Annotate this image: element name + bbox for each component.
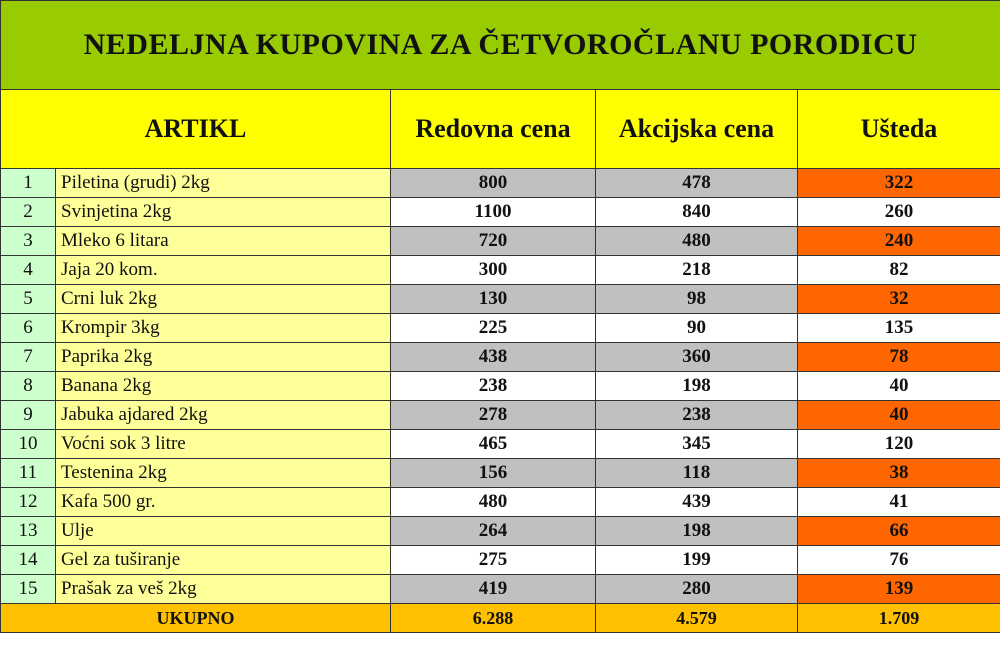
table-row (1, 314, 1000, 343)
regular-price: 465 (391, 430, 596, 459)
sale-price: 480 (596, 227, 798, 256)
item-name: Prašak za veš 2kg (56, 575, 391, 604)
total-label: UKUPNO (1, 604, 391, 633)
regular-price: 238 (391, 372, 596, 401)
row-number: 14 (1, 546, 56, 575)
title-row (1, 1, 1000, 90)
table-row (1, 198, 1000, 227)
table-row (1, 575, 1000, 604)
table-row (1, 546, 1000, 575)
row-number: 3 (1, 227, 56, 256)
item-name: Ulje (56, 517, 391, 546)
sale-price: 199 (596, 546, 798, 575)
total-sale: 4.579 (596, 604, 798, 633)
table-row (1, 343, 1000, 372)
saving: 139 (798, 575, 1000, 604)
regular-price: 720 (391, 227, 596, 256)
sale-price: 238 (596, 401, 798, 430)
header-akcijska-cena: Akcijska cena (596, 90, 798, 169)
regular-price: 800 (391, 169, 596, 198)
table-row (1, 227, 1000, 256)
regular-price: 1100 (391, 198, 596, 227)
regular-price: 278 (391, 401, 596, 430)
saving: 41 (798, 488, 1000, 517)
row-number: 4 (1, 256, 56, 285)
saving: 78 (798, 343, 1000, 372)
regular-price: 438 (391, 343, 596, 372)
table-row (1, 430, 1000, 459)
regular-price: 419 (391, 575, 596, 604)
regular-price: 130 (391, 285, 596, 314)
saving: 322 (798, 169, 1000, 198)
row-number: 7 (1, 343, 56, 372)
item-name: Mleko 6 litara (56, 227, 391, 256)
table-title: NEDELJNA KUPOVINA ZA ČETVOROČLANU PORODICU (1, 1, 1000, 90)
saving: 40 (798, 401, 1000, 430)
sale-price: 439 (596, 488, 798, 517)
item-name: Testenina 2kg (56, 459, 391, 488)
row-number: 2 (1, 198, 56, 227)
row-number: 11 (1, 459, 56, 488)
saving: 240 (798, 227, 1000, 256)
saving: 76 (798, 546, 1000, 575)
item-name: Piletina (grudi) 2kg (56, 169, 391, 198)
saving: 135 (798, 314, 1000, 343)
header-redovna-cena: Redovna cena (391, 90, 596, 169)
row-number: 10 (1, 430, 56, 459)
regular-price: 264 (391, 517, 596, 546)
row-number: 13 (1, 517, 56, 546)
header-usteda: Ušteda (798, 90, 1000, 169)
regular-price: 300 (391, 256, 596, 285)
table-row (1, 285, 1000, 314)
item-name: Voćni sok 3 litre (56, 430, 391, 459)
sale-price: 218 (596, 256, 798, 285)
item-name: Paprika 2kg (56, 343, 391, 372)
sale-price: 345 (596, 430, 798, 459)
saving: 66 (798, 517, 1000, 546)
sale-price: 840 (596, 198, 798, 227)
sale-price: 90 (596, 314, 798, 343)
header-artikl: ARTIKL (1, 90, 391, 169)
row-number: 12 (1, 488, 56, 517)
table-row (1, 169, 1000, 198)
item-name: Krompir 3kg (56, 314, 391, 343)
table-row (1, 459, 1000, 488)
sale-price: 118 (596, 459, 798, 488)
regular-price: 275 (391, 546, 596, 575)
table-row (1, 401, 1000, 430)
table-row (1, 256, 1000, 285)
item-name: Gel za tuširanje (56, 546, 391, 575)
sale-price: 198 (596, 517, 798, 546)
item-name: Crni luk 2kg (56, 285, 391, 314)
row-number: 1 (1, 169, 56, 198)
sale-price: 360 (596, 343, 798, 372)
sale-price: 98 (596, 285, 798, 314)
total-saving: 1.709 (798, 604, 1000, 633)
saving: 32 (798, 285, 1000, 314)
saving: 40 (798, 372, 1000, 401)
total-row (1, 604, 1000, 633)
saving: 82 (798, 256, 1000, 285)
sale-price: 478 (596, 169, 798, 198)
sale-price: 198 (596, 372, 798, 401)
row-number: 6 (1, 314, 56, 343)
item-name: Svinjetina 2kg (56, 198, 391, 227)
table-row (1, 517, 1000, 546)
saving: 38 (798, 459, 1000, 488)
table-row (1, 488, 1000, 517)
table-row (1, 372, 1000, 401)
row-number: 5 (1, 285, 56, 314)
row-number: 9 (1, 401, 56, 430)
item-name: Kafa 500 gr. (56, 488, 391, 517)
row-number: 15 (1, 575, 56, 604)
total-regular: 6.288 (391, 604, 596, 633)
saving: 260 (798, 198, 1000, 227)
item-name: Jaja 20 kom. (56, 256, 391, 285)
saving: 120 (798, 430, 1000, 459)
item-name: Banana 2kg (56, 372, 391, 401)
header-row (1, 90, 1000, 169)
regular-price: 480 (391, 488, 596, 517)
regular-price: 156 (391, 459, 596, 488)
item-name: Jabuka ajdared 2kg (56, 401, 391, 430)
sale-price: 280 (596, 575, 798, 604)
row-number: 8 (1, 372, 56, 401)
regular-price: 225 (391, 314, 596, 343)
